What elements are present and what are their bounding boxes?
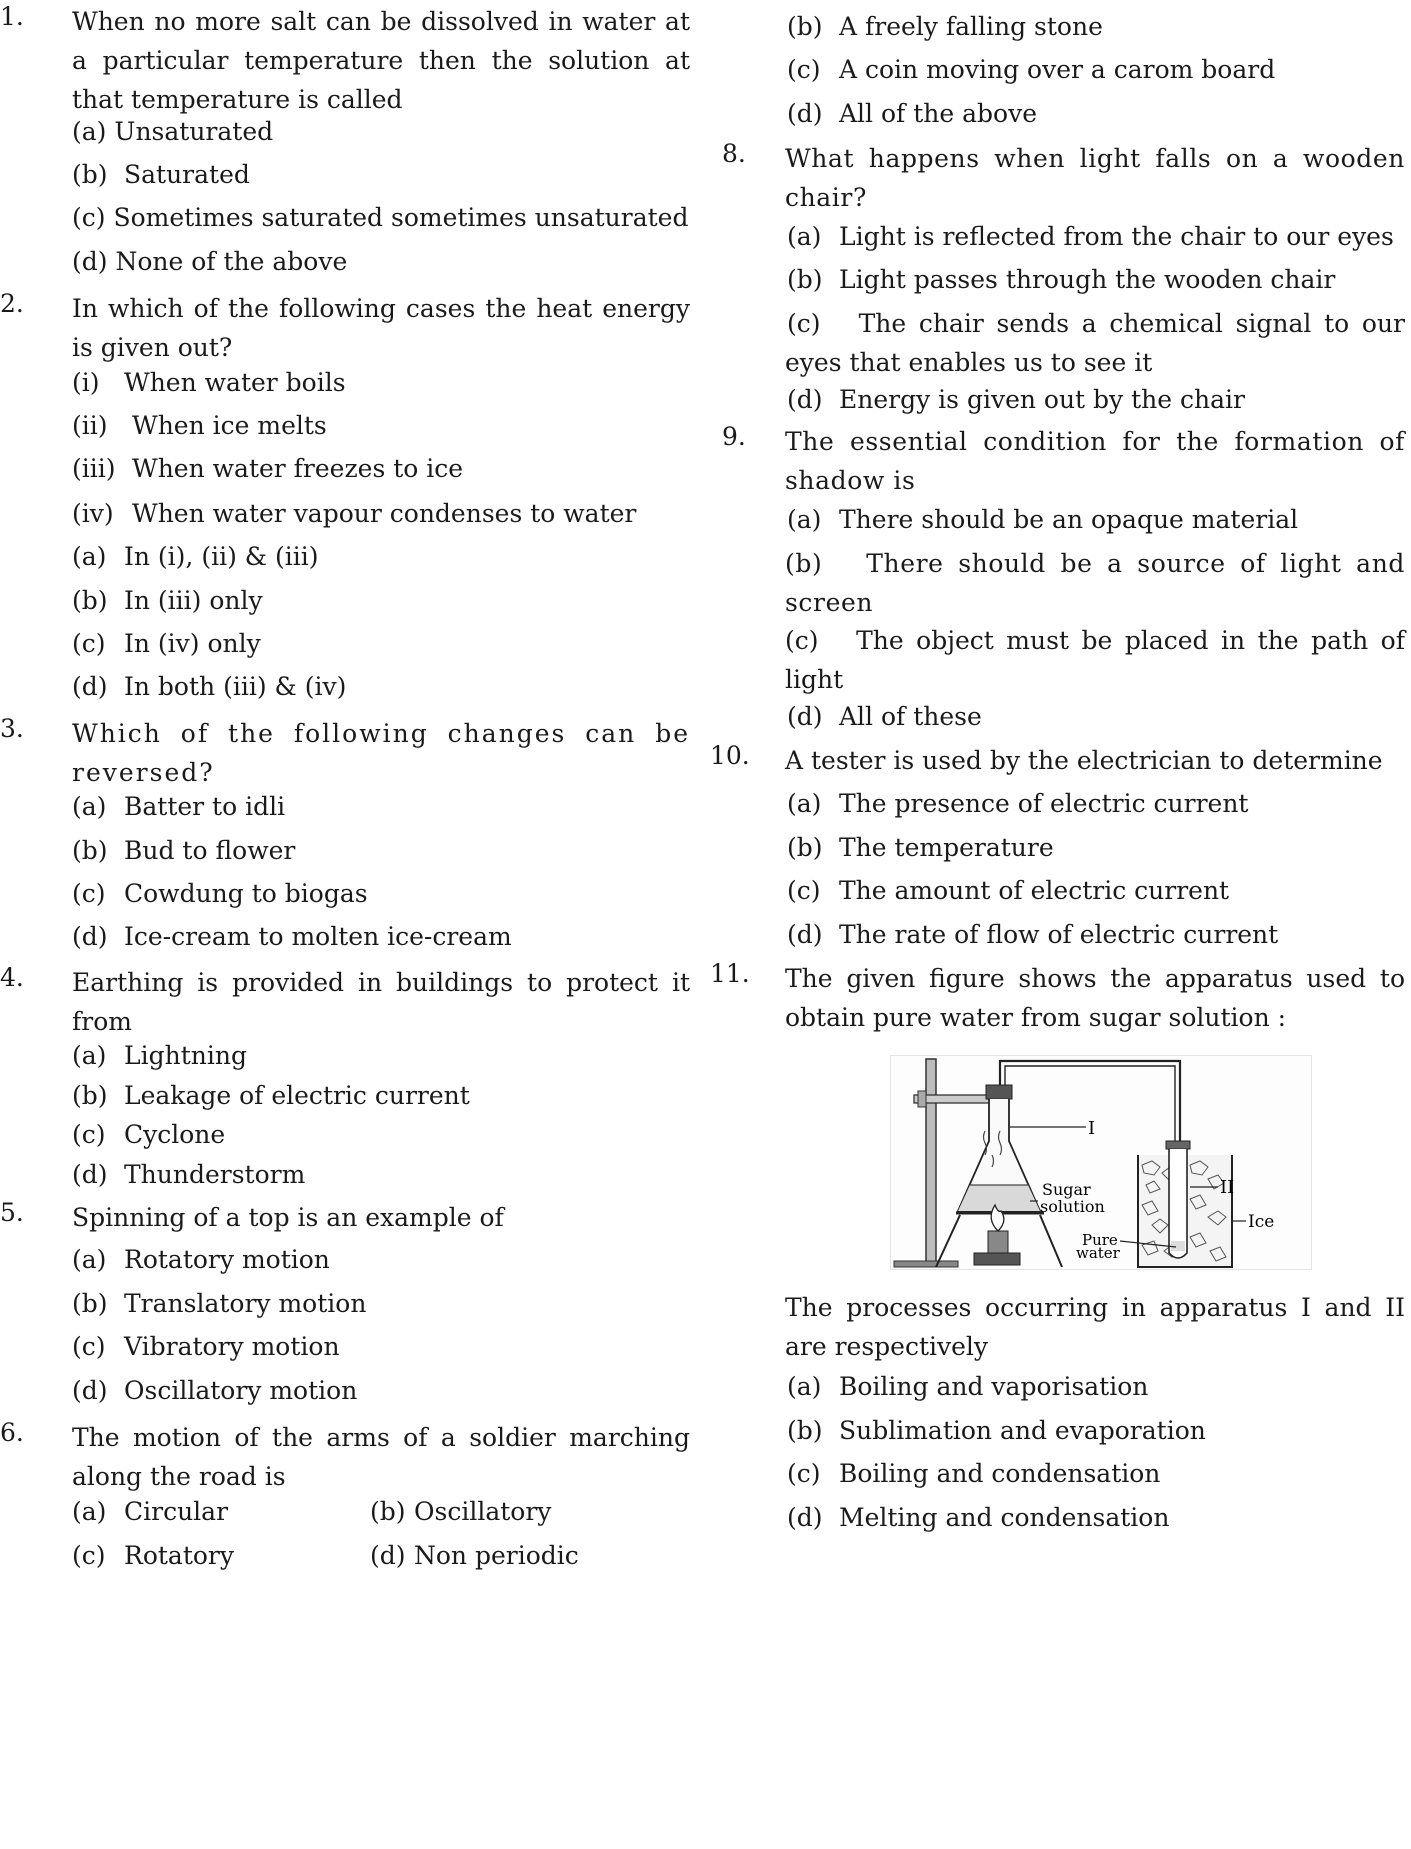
question-stem: Spinning of a top is an example of (72, 1203, 504, 1232)
option-text: In (iv) only (124, 629, 261, 658)
option-label: (b) (787, 1416, 823, 1445)
option-text: Energy is given out by the chair (839, 385, 1245, 414)
option[interactable] (72, 1078, 470, 1114)
option[interactable] (785, 544, 1405, 622)
option-text: Leakage of electric current (124, 1081, 470, 1110)
question-10 (710, 741, 1405, 780)
statement (72, 496, 636, 532)
option[interactable] (72, 919, 512, 955)
option[interactable] (785, 304, 1405, 382)
option-label: (c) (72, 1541, 106, 1570)
option-label: (a) (787, 789, 822, 818)
option[interactable] (787, 382, 1245, 418)
option-label: (b) (787, 833, 823, 862)
option[interactable] (72, 1373, 357, 1409)
option[interactable] (787, 52, 1275, 88)
option-label: (d) (787, 920, 823, 949)
option[interactable] (72, 1242, 330, 1278)
option-text: In (i), (ii) & (iii) (124, 542, 319, 571)
option-label: (d) (72, 672, 108, 701)
option[interactable] (787, 699, 982, 735)
option[interactable] (72, 583, 263, 619)
question-stem: The motion of the arms of a soldier marching along the road is (72, 1423, 690, 1491)
question-11 (710, 959, 1405, 1037)
option-text: Cyclone (124, 1120, 226, 1149)
option-text: In both (iii) & (iv) (124, 672, 347, 701)
figure-label-sugar: Sugar (1042, 1180, 1091, 1199)
option-label: (c) (72, 1332, 106, 1361)
option-text: Boiling and vaporisation (839, 1372, 1149, 1401)
option-text: In (iii) only (124, 586, 263, 615)
option-text: Sublimation and evaporation (839, 1416, 1206, 1445)
option-label: (d) (72, 922, 108, 951)
option-label: (a) (787, 505, 822, 534)
question-number: 9. (722, 422, 746, 451)
option-label: (b) (370, 1497, 406, 1526)
option[interactable] (72, 244, 347, 280)
option[interactable] (787, 219, 1394, 255)
option-text: Saturated (124, 160, 250, 189)
question-number: 1. (0, 2, 24, 31)
question-number: 4. (0, 963, 24, 992)
question-number: 10. (710, 741, 750, 770)
option[interactable] (72, 626, 261, 662)
option[interactable] (72, 157, 250, 193)
option-text: A coin moving over a carom board (839, 55, 1276, 84)
option[interactable] (72, 833, 295, 869)
option[interactable] (72, 1038, 247, 1074)
option-text: The chair sends a chemical signal to our eyes that enables us to see it (785, 309, 1405, 377)
option-label: (d) (787, 702, 823, 731)
statement (72, 408, 327, 444)
question-stem: What happens when light falls on a wooden chair? (785, 144, 1405, 212)
option-label: (d) (787, 1503, 823, 1532)
option-label: (b) (72, 1081, 108, 1110)
option[interactable] (72, 1117, 225, 1153)
option-label: (c) (787, 309, 821, 338)
question-stem: Earthing is provided in buildings to protect it from (72, 968, 690, 1036)
option-label: (d) (72, 1376, 108, 1405)
option-label: (d) (787, 385, 823, 414)
option-text: Thunderstorm (124, 1160, 306, 1189)
question-1 (0, 2, 700, 119)
option-text: Melting and condensation (839, 1503, 1170, 1532)
question-6 (0, 1418, 700, 1496)
figure-label-solution: solution (1040, 1197, 1105, 1216)
option[interactable] (785, 621, 1405, 699)
option-text: The object must be placed in the path of light (785, 626, 1405, 694)
option-text: Rotatory (124, 1541, 234, 1570)
option-text: Sometimes saturated sometimes unsaturated (113, 203, 689, 232)
question-3 (0, 714, 700, 792)
option-text: The temperature (839, 833, 1054, 862)
question-5 (0, 1198, 700, 1237)
figure-label-pure: Pure (1082, 1231, 1118, 1249)
option-text: Rotatory motion (124, 1245, 330, 1274)
option-text: Boiling and condensation (839, 1459, 1161, 1488)
question-number: 3. (0, 714, 24, 743)
option-text: Non periodic (414, 1541, 579, 1570)
option[interactable] (787, 9, 1103, 45)
option[interactable] (72, 1538, 234, 1574)
option-label: (a) (787, 222, 822, 251)
option-label: (b) (72, 586, 108, 615)
option-text: Bud to flower (124, 836, 296, 865)
option[interactable] (72, 1329, 340, 1365)
question-number: 11. (710, 959, 750, 988)
option[interactable] (787, 1456, 1160, 1492)
statement-label: (ii) (72, 411, 108, 440)
question-8 (710, 139, 1405, 217)
option-text: None of the above (115, 247, 348, 276)
option-label: (c) (785, 626, 819, 655)
option[interactable] (370, 1538, 579, 1574)
question-9 (710, 422, 1405, 500)
statement (72, 451, 463, 487)
question-stem: The essential condition for the formation of shadow is (785, 427, 1405, 495)
option-text: Vibratory motion (124, 1332, 340, 1361)
option-text: A freely falling stone (839, 12, 1103, 41)
question-4 (0, 963, 700, 1041)
option-label: (a) (72, 542, 107, 571)
option-label: (c) (787, 876, 821, 905)
option-text: The presence of electric current (839, 789, 1249, 818)
option[interactable] (72, 114, 273, 150)
statement (72, 365, 346, 401)
statement-text: When water boils (124, 368, 346, 397)
option-text: The rate of flow of electric current (839, 920, 1279, 949)
option-text: There should be an opaque material (839, 505, 1299, 534)
option-label: (d) (72, 247, 108, 276)
statement-label: (iii) (72, 454, 116, 483)
option-text: All of these (839, 702, 982, 731)
option[interactable] (787, 1413, 1206, 1449)
figure-label-i: I (1088, 1118, 1096, 1139)
option[interactable] (787, 873, 1229, 909)
option-label: (b) (787, 12, 823, 41)
option-label: (a) (72, 1245, 107, 1274)
option-text: All of the above (839, 99, 1038, 128)
option[interactable] (787, 96, 1037, 132)
option[interactable] (787, 262, 1335, 298)
option-label: (a) (72, 1497, 107, 1526)
option[interactable] (72, 876, 368, 912)
option-label: (a) (72, 792, 107, 821)
option[interactable] (787, 830, 1054, 866)
option-label: (d) (370, 1541, 406, 1570)
question-number: 2. (0, 289, 24, 318)
option-label: (c) (72, 1120, 106, 1149)
question-number: 5. (0, 1198, 24, 1227)
option-label: (d) (72, 1160, 108, 1189)
option-text: Oscillatory motion (124, 1376, 358, 1405)
option[interactable] (370, 1494, 551, 1530)
question-followup: The processes occurring in apparatus I and II are respectively (785, 1293, 1405, 1361)
option-label: (c) (787, 55, 821, 84)
option-label: (b) (72, 160, 108, 189)
option-label: (c) (72, 203, 106, 232)
option-text: There should be a source of light and screen (785, 549, 1405, 617)
option[interactable] (72, 539, 318, 575)
option[interactable] (72, 669, 346, 705)
option-text: Light is reflected from the chair to our eyes (839, 222, 1394, 251)
figure-label-ice: Ice (1248, 1212, 1275, 1232)
option-text: Unsaturated (114, 117, 274, 146)
statement-label: (iv) (72, 499, 114, 528)
option-label: (b) (787, 265, 823, 294)
option-label: (c) (72, 629, 106, 658)
option-label: (a) (72, 1041, 107, 1070)
option[interactable] (787, 917, 1278, 953)
option-label: (b) (72, 1289, 108, 1318)
option-text: Batter to idli (124, 792, 286, 821)
option[interactable] (72, 1494, 228, 1530)
statement-label: (i) (72, 368, 100, 397)
figure-label-water: water (1076, 1244, 1120, 1262)
statement-text: When water freezes to ice (132, 454, 464, 483)
option[interactable] (72, 200, 688, 236)
option-label: (b) (785, 549, 823, 578)
option[interactable] (72, 789, 285, 825)
option[interactable] (787, 502, 1298, 538)
option[interactable] (787, 786, 1248, 822)
option-label: (c) (787, 1459, 821, 1488)
figure-label-ii: II (1220, 1177, 1235, 1198)
question-stem: In which of the following cases the heat energy is given out? (72, 294, 690, 362)
option-text: Circular (124, 1497, 229, 1526)
statement-text: When ice melts (132, 411, 327, 440)
option[interactable] (72, 1157, 305, 1193)
option-text: Cowdung to biogas (124, 879, 368, 908)
option-text: The amount of electric current (839, 876, 1230, 905)
option-label: (a) (787, 1372, 822, 1401)
question-stem: When no more salt can be dissolved in water at a particular temperature then the solution at that temperature is called (72, 7, 690, 114)
option-label: (a) (72, 117, 107, 146)
option-label: (b) (72, 836, 108, 865)
option-label: (c) (72, 879, 106, 908)
option-text: Ice-cream to molten ice-cream (124, 922, 512, 951)
option-text: Lightning (124, 1041, 247, 1070)
question-number: 8. (722, 139, 746, 168)
statement-text: When water vapour condenses to water (132, 499, 637, 528)
distillation-apparatus-figure (890, 1055, 1312, 1270)
question-stem: Which of the following changes can be reversed? (72, 719, 690, 787)
question-2 (0, 289, 700, 367)
option[interactable] (787, 1369, 1148, 1405)
question-stem: The given figure shows the apparatus used to obtain pure water from sugar solution : (785, 964, 1405, 1032)
option-text: Oscillatory (414, 1497, 552, 1526)
option-label: (d) (787, 99, 823, 128)
option[interactable] (787, 1500, 1169, 1536)
question-stem: A tester is used by the electrician to determine (785, 746, 1383, 775)
option-text: Light passes through the wooden chair (839, 265, 1336, 294)
option[interactable] (72, 1286, 366, 1322)
question-number: 6. (0, 1418, 24, 1447)
option-text: Translatory motion (124, 1289, 367, 1318)
